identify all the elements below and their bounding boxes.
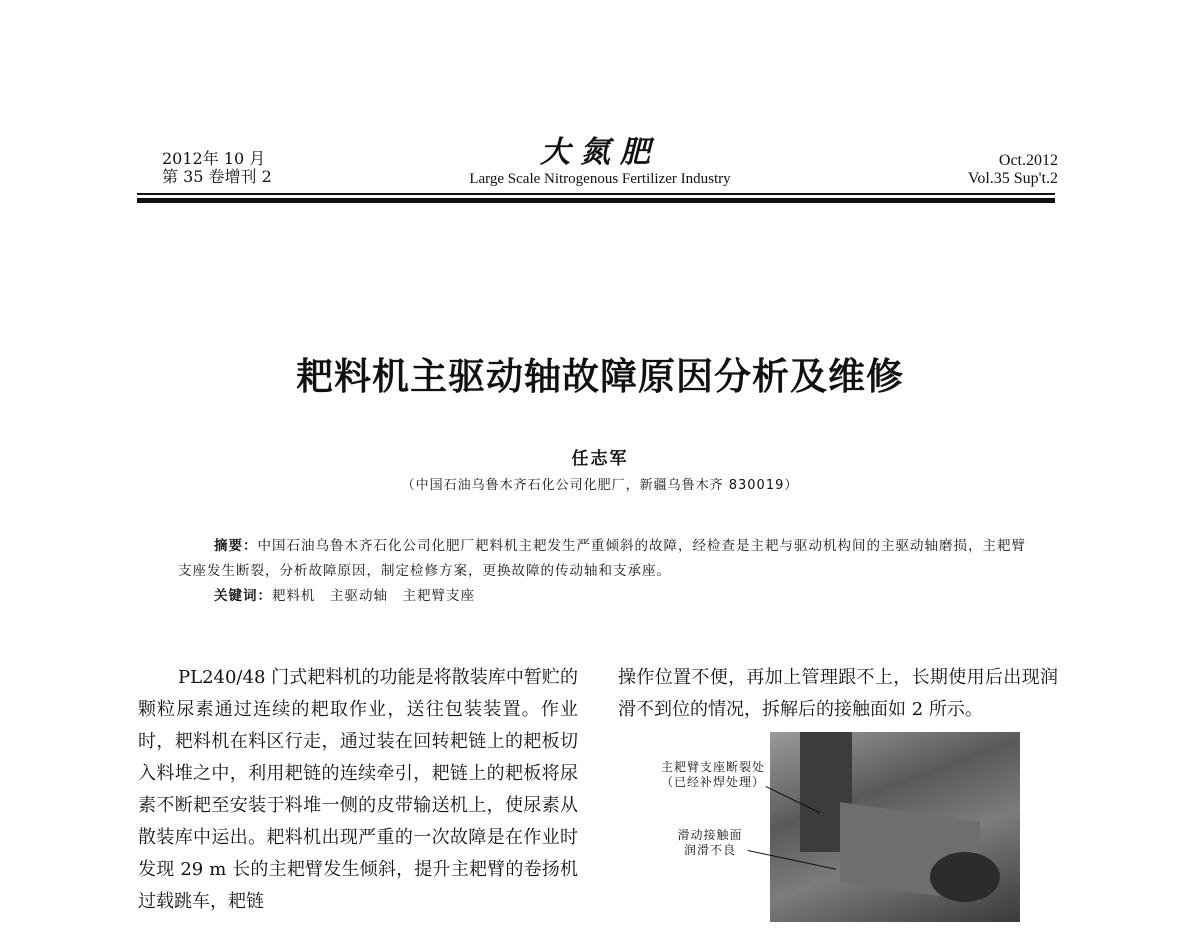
- figure-callout-fracture: [648, 760, 778, 790]
- keywords-line: [178, 584, 1028, 609]
- header-date-en: Oct.2012: [998, 152, 1058, 169]
- callout-contact-line2: 润滑不良: [683, 843, 736, 857]
- callout-fracture-line1: 主耙臂支座断裂处: [660, 760, 765, 774]
- journal-name-en: Large Scale Nitrogenous Fertilizer Industry: [469, 171, 731, 187]
- figure-photo: [770, 732, 1020, 922]
- abstract-text: 中国石油乌鲁木齐石化公司化肥厂耙料机主耙发生严重倾斜的故障，经检查是主耙与驱动机构间的主驱动轴磨损，主耙臂支座发生断裂，分析故障原因，制定检修方案，更换故障的传动轴和支承座。: [178, 538, 1026, 579]
- abstract-paragraph: [178, 534, 1028, 584]
- body-right-column: 操作位置不便，再加上管理跟不上，长期使用后出现润滑不到位的情况，拆解后的接触面如 2 所示。: [618, 667, 1058, 720]
- header-volume-en: Vol.35 Sup't.2: [967, 170, 1058, 187]
- article-author: 任志军: [571, 449, 629, 469]
- article-title: 耙料机主驱动轴故障原因分析及维修: [296, 355, 904, 398]
- header-right: [968, 152, 1058, 188]
- callout-contact-line1: 滑动接触面: [677, 828, 743, 842]
- callout-fracture-line2: （已经补焊处理）: [660, 775, 765, 789]
- journal-masthead-logo: 大氮肥: [540, 135, 660, 170]
- body-left-column: PL240/48 门式耙料机的功能是将散装库中暂贮的颗粒尿素通过连续的耙取作业，送往包装装置。作业时，耙料机在料区行走，通过装在回转耙链上的耙板切入料堆之中，利用耙链的连续牵引，耙链上的耙板将尿素不断耙至安装于料堆一侧的皮带输送机上，使尿素从散装库中运出。耙料机出现严重的一次故障是在作业时发现 29 m 长的主耙臂发生倾斜，提升主耙臂的卷扬机过载跳车，耙链: [138, 667, 578, 912]
- photo-bearing: [930, 852, 1000, 902]
- keywords-text: 耙料机 主驱动轴 主耙臂支座: [272, 588, 475, 604]
- figure-callout-contact: [660, 828, 760, 858]
- abstract-block: [178, 534, 1028, 609]
- header-center: [440, 136, 760, 188]
- header-rule-thick: [137, 198, 1055, 203]
- keywords-label: 关键词：: [214, 588, 272, 604]
- header-rule-thin: [137, 193, 1055, 195]
- header-volume-cn: 第 35 卷增刊 2: [162, 167, 272, 186]
- article-affiliation: （中国石油乌鲁木齐石化公司化肥厂，新疆乌鲁木齐 830019）: [401, 478, 799, 493]
- header-left: [162, 150, 272, 186]
- header-date-cn: 2012年 10 月: [162, 149, 266, 168]
- abstract-label: 摘要：: [214, 538, 258, 554]
